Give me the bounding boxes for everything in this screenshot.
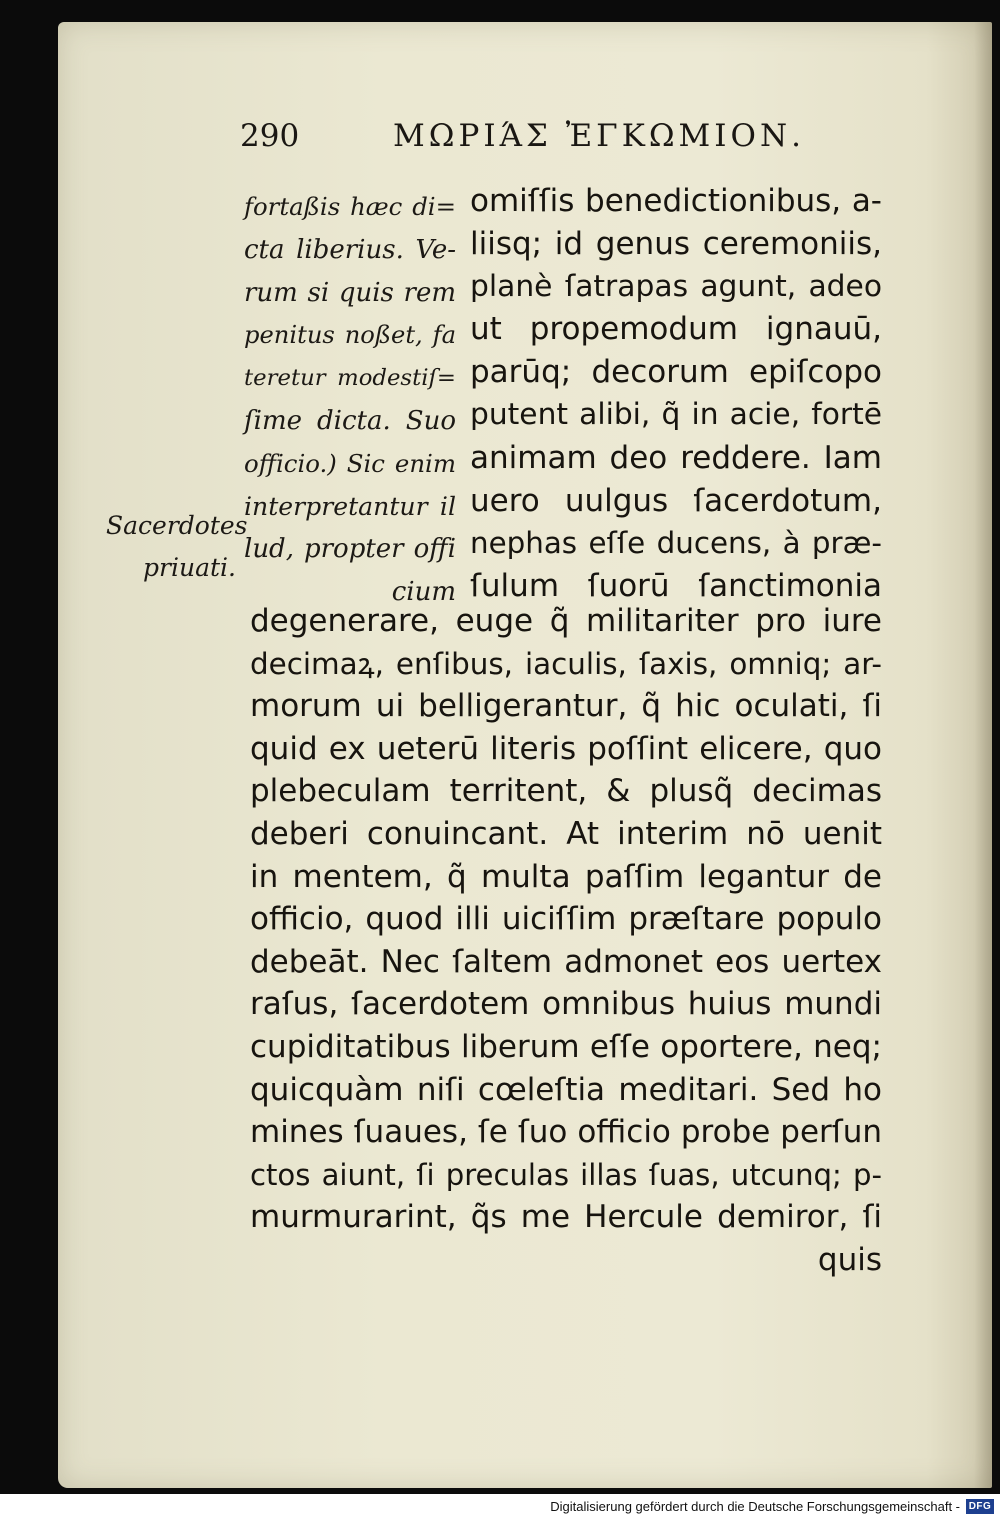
gloss-line: ſime dicta. Suo — [244, 405, 456, 436]
running-head — [240, 118, 860, 154]
text-line: ſulum ſuorū ſanctimonia — [470, 568, 882, 605]
gloss-column — [244, 186, 456, 614]
margin-note-line: priuati. — [143, 553, 236, 582]
gloss-line: rum si quis rem — [244, 277, 456, 308]
margin-note-line: Sacerdotes — [106, 511, 248, 540]
text-line: morum ui belligerantur, q̃ hic oculati, ſi — [250, 688, 882, 725]
gloss-line: officio.) Sic enim — [244, 448, 456, 478]
gloss-line: fortaßis hæc di= — [244, 192, 456, 221]
text-line: murmurarint, q̃s me Hercule demiror, ſi — [250, 1199, 882, 1236]
text-line: debeāt. Nec ſaltem admonet eos uertex — [250, 943, 882, 980]
text-line: liisq; id genus ceremoniis, — [470, 225, 882, 262]
text-line: planè ſatrapas agunt, adeo — [470, 268, 882, 304]
text-line: officio, quod illi uiciſſim præſtare populo — [250, 901, 882, 938]
gloss-line: lud, propter offi — [244, 534, 456, 565]
page-gutter-shadow — [974, 22, 992, 1488]
text-line: ut propemodum ignauū, — [470, 311, 882, 348]
gloss-line: cium — [391, 577, 456, 608]
text-line: in mentem, q̃ multa paſſim legantur de — [250, 858, 882, 895]
gloss-line: teretur modestiſ= — [244, 365, 456, 392]
dfg-logo-icon: DFG — [966, 1499, 994, 1514]
digitization-footer — [0, 1494, 1000, 1520]
main-column-top — [470, 180, 882, 608]
text-line: parūq; decorum epiſcopo — [470, 354, 882, 391]
text-line: deberi conuincant. At interim nō uenit — [250, 815, 882, 852]
text-line: raſus, ſacerdotem omnibus huius mundi — [250, 986, 882, 1023]
text-line: mines ſuaues, ſe ſuo officio probe perſun — [250, 1114, 882, 1151]
running-title: ΜΩΡΙΆΣ ἘΓΚΩΜΙΟΝ. — [393, 118, 805, 154]
gloss-line: interpretantur il — [244, 491, 456, 521]
text-line: putent alibi, q̃ in acie, fortē — [470, 396, 882, 432]
catchword: quis — [817, 1241, 882, 1278]
text-line: animam deo reddere. Iam — [470, 439, 882, 476]
text-line: uero uulgus ſacerdotum, — [470, 482, 882, 519]
gloss-line: penitus noßet, fa — [244, 321, 456, 350]
main-body-text — [250, 600, 882, 1282]
text-line: quicquàm niſi cœleſtia meditari. Sed ho — [250, 1071, 882, 1108]
gloss-line: cta liberius. Ve- — [244, 234, 456, 265]
text-line: cupiditatibus liberum eſſe oportere, neq; — [250, 1028, 882, 1065]
text-line: degenerare, euge q̃ militariter pro iure — [250, 603, 882, 639]
page-number: 290 — [240, 118, 300, 154]
text-line: omiſſis benedictionibus, a- — [470, 183, 882, 219]
funding-credit: Digitalisierung gefördert durch die Deutsche Forschungsgemeinschaft - — [550, 1499, 960, 1514]
text-line: decimaꝝ, enſibus, iaculis, ſaxis, omniq; ar- — [250, 646, 882, 681]
text-line: quid ex ueterū literis poſſint elicere, quo — [250, 730, 882, 767]
text-line: nephas eſſe ducens, à præ- — [470, 526, 882, 561]
text-line: ctos aiunt, ſi preculas illas ſuas, utcunq; p- — [250, 1157, 882, 1192]
text-line: plebeculam territent, & plusq̃ decimas — [250, 773, 882, 810]
margin-note — [106, 505, 248, 589]
